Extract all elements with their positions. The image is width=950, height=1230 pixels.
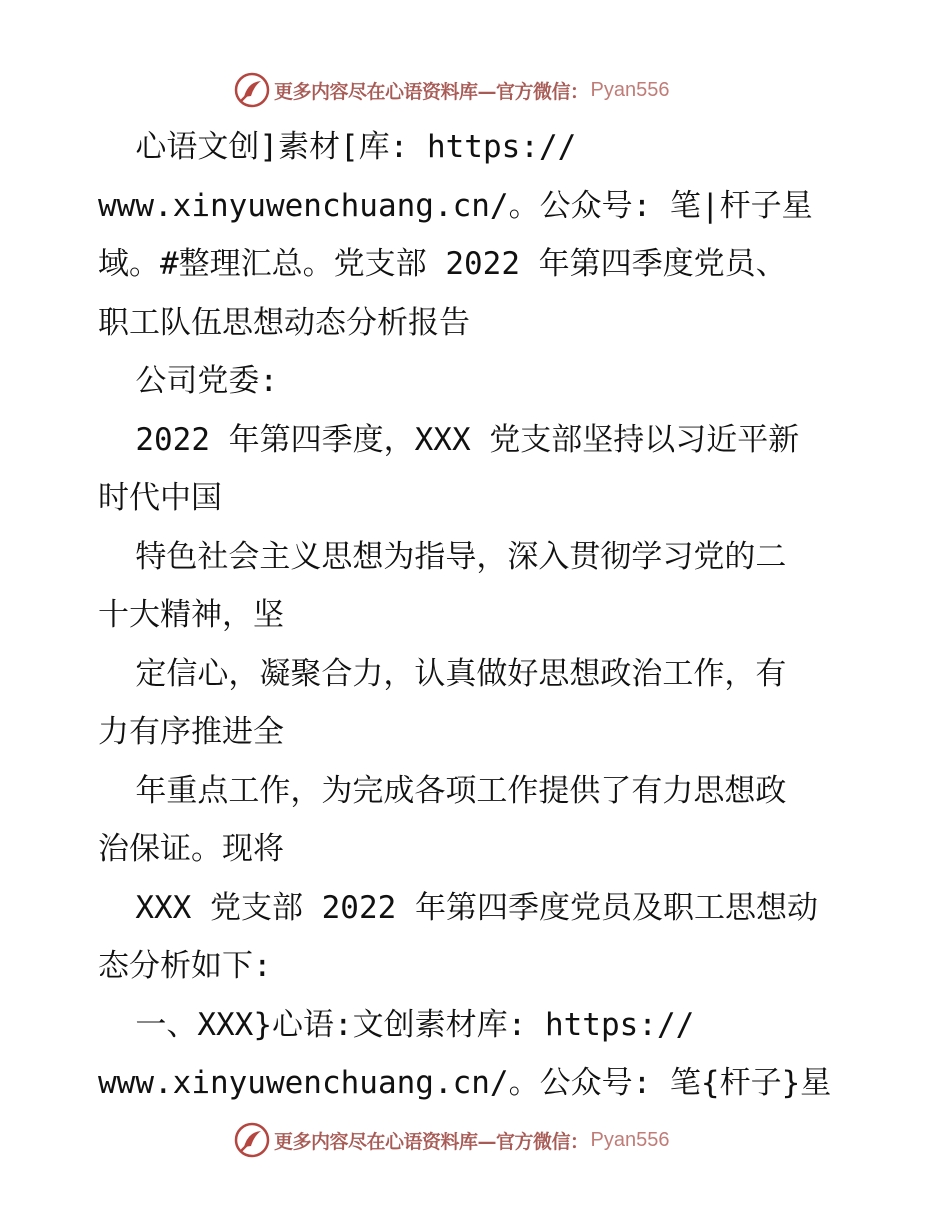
text-line: 一、XXX}心语:文创素材库: https:// (98, 1006, 695, 1043)
brand-logo-icon (234, 1122, 270, 1158)
text-line: 年重点工作，为完成各项工作提供了有力思想政 (98, 772, 787, 809)
header-wechat-handle: Pyan556 (590, 78, 670, 101)
text-line: 治保证。现将 (98, 831, 284, 867)
text-line: 特色社会主义思想为指导，深入贯彻学习党的二 (98, 538, 787, 575)
text-line: 十大精神，坚 (98, 597, 284, 633)
footer-banner-text: 更多内容尽在心语资料库—官方微信： (274, 1130, 589, 1153)
text-line: 态分析如下: (98, 948, 272, 984)
text-line: 2022 年第四季度，XXX 党支部坚持以习近平新 (98, 421, 800, 458)
text-line: 职工队伍思想动态分析报告 (98, 304, 470, 341)
header-banner (234, 71, 669, 109)
brand-logo-icon (234, 72, 270, 108)
text-line: 心语文创]素材[库: https:// (98, 129, 577, 165)
footer-banner (234, 1121, 669, 1159)
text-line: 公司党委: (98, 363, 278, 399)
footer-wechat-handle: Pyan556 (590, 1128, 670, 1151)
text-line: XXX 党支部 2022 年第四季度党员及职工思想动 (98, 889, 818, 926)
text-line: 力有序推进全 (98, 714, 284, 750)
text-line: 定信心，凝聚合力，认真做好思想政治工作，有 (98, 655, 787, 692)
text-line: www.xinyuwenchuang.cn/。公众号: 笔|杆子星 (98, 187, 813, 224)
text-line: 时代中国 (98, 480, 222, 516)
document-body (98, 118, 868, 1113)
text-line: 域。#整理汇总。党支部 2022 年第四季度党员、 (98, 246, 787, 282)
header-banner-text: 更多内容尽在心语资料库—官方微信： (274, 80, 589, 103)
text-line: www.xinyuwenchuang.cn/。公众号: 笔{杆子}星 (98, 1065, 832, 1101)
